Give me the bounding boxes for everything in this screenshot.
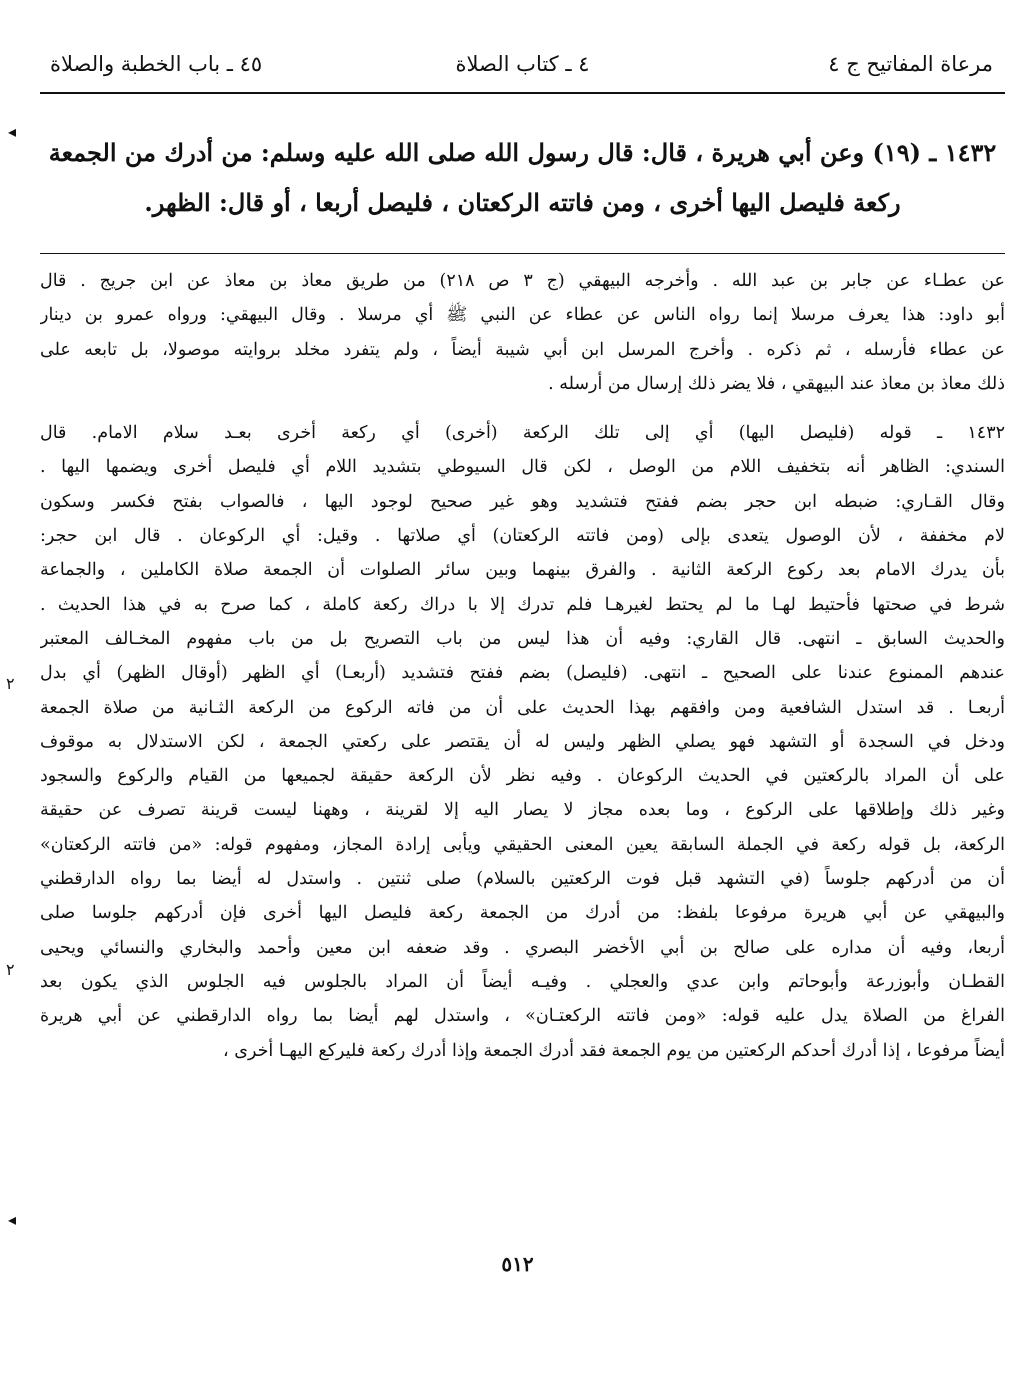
commentary-line: على أن المراد بالركعتين في الحديث الركوعان . وفيه نظر لأن الركعة حقيقة لجميعها من القيام والركوع والسجود: [40, 766, 1005, 787]
commentary-line: ١٤٣٢ ـ قوله (فليصل اليها) أي إلى تلك الركعة (أخرى) أي ركعة أخرى بعـد سلام الامام. قال: [40, 423, 1005, 444]
header-rule: [40, 92, 1005, 94]
header-chapter-title: ٤ ـ كتاب الصلاة: [455, 52, 590, 76]
commentary-line: السندي: الظاهر أنه بتخفيف اللام من الوصل ، لكن قال السيوطي بتشديد اللام أي فليصل أخرى ويضمها اليها .: [40, 457, 1005, 478]
commentary-line: أربعا، وفيه أن مداره على صالح بن أبي الأخضر البصري . وقد ضعفه ابن معين وأحمد والبخاري والنسائي ويحيى: [40, 937, 1005, 958]
hadith-line: ١٤٣٢ ـ (١٩) وعن أبي هريرة ، قال: قال رسول الله صلى الله عليه وسلم: من أدرك من الجمعة: [48, 138, 997, 167]
hadith-text: [40, 128, 1005, 228]
commentary-line: شرط في صحتها فأحتيط لهـا ما لم يحتط لغيرهـا فلم تدرك إلا با دراك ركعة كاملة ، كما صرح به في هذا الحديث .: [40, 594, 1005, 615]
hadith-divider: [40, 253, 1005, 254]
commentary-line: عن عطـاء عن جابر بن عبد الله . وأخرجه البيهقي (ج ٣ ص ٢١٨) من طريق معاذ بن معاذ عن ابن جريج . قال: [40, 271, 1005, 291]
page-number: ٥١٢: [501, 1252, 534, 1276]
commentary-line: ذلك معاذ بن معاذ عند البيهقي ، فلا يضر ذلك إرسال من أرسله .: [548, 373, 1005, 394]
commentary-line: وقال القـاري: ضبطه ابن حجر بضم ففتح فتشديد وهو غير صحيح لوجود اليها ، فالصواب بفتح فكسر وسكون: [40, 491, 1005, 512]
commentary-line: بأن يدرك الامام بعد ركوع الركعة الثانية . والفرق بينهما وبين سائر الصلوات أن الجمعة صلاة الكاملين ، والجماعة: [40, 560, 1005, 581]
commentary-text: [40, 264, 1005, 1068]
commentary-line: عندهم الممنوع عندنا على الصحيح ـ انتهى. (فليصل) بضم ففتح فتشديد (أربعـا) أي الظهر (أوقال الظهر) أي بدل: [40, 663, 1005, 684]
commentary-line: ودخل في السجدة أو التشهد فهو يصلي الظهر وليس له أن يقتصر على ركعتي الجمعة ، لكن الاستدلال به موقوف: [40, 731, 1005, 752]
margin-mark: ٢: [6, 674, 15, 693]
commentary-line: أربعـا . قد استدل الشافعية ومن وافقهم بهذا الحديث على أن من فاته الركوع من الركعة الثـانية من صلاة الجمعة: [40, 697, 1005, 718]
commentary-line: والحديث السابق ـ انتهى. قال القاري: وفيه أن هذا ليس من باب التصريح بل من باب مفهوم المخـالف المعتبر: [40, 628, 1005, 649]
margin-arrow-icon: ◂: [8, 122, 17, 141]
paragraph-gap: [40, 401, 1005, 416]
margin-arrow-icon: ◂: [8, 1210, 17, 1229]
commentary-line: أبو داود: هذا يعرف مرسلا إنما رواه الناس عن عطاء عن النبي ﷺ أي مرسلا . وقال البيهقي: ورواه عمرو بن دينار: [40, 305, 1005, 326]
hadith-line: ركعة فليصل اليها أخرى ، ومن فاتته الركعتان ، فليصل أربعا ، أو قال: الظهر.: [144, 188, 901, 217]
commentary-line: الركعة، بل قوله ركعة في الجملة السابقة يعين المعنى الحقيقي ويأبى إرادة المجاز، ومفهوم قوله: «من فاتته الركعتان»: [40, 834, 1005, 855]
commentary-line: لام مخففة ، لأن الوصول يتعدى بإلى (ومن فاتته الركعتان) أي صلاتها . وقيل: أي الركوعان . قال ابن حجر:: [40, 526, 1005, 547]
commentary-line: الفراغ من الصلاة يدل عليه قوله: «ومن فاتته الركعتـان» ، واستدل لهم أيضا بما رواه الدارقطني عن أبي هريرة: [40, 1006, 1005, 1027]
commentary-line: والبيهقي عن أبي هريرة مرفوعا بلفظ: من أدرك من الجمعة ركعة فليصل اليها أخرى فإن أدركهم جلوسا صلى: [40, 903, 1005, 924]
header-book-title: مرعاة المفاتيح ج ٤: [828, 52, 993, 76]
commentary-line: وغير ذلك وإطلاقها على الركوع ، وما بعده مجاز لا يصار اليه إلا لقرينة ، وههنا ليست قرينة تصرف عن حقيقة: [40, 800, 1005, 821]
commentary-line: أن من أدركهم جلوساً (في التشهد قبل فوت الركعتين بالسلام) صلى ثنتين . واستدل له أيضا بما رواه الدارقطني: [40, 869, 1005, 890]
commentary-line: عن عطاء فأرسله ، ثم ذكره . وأخرج المرسل ابن أبي شيبة أيضاً ، ولم يتفرد مخلد بروايته موصولا، بل تابعه على: [40, 339, 1005, 360]
running-header: [40, 46, 1005, 92]
margin-mark: ٢: [6, 960, 15, 979]
commentary-line: أيضاً مرفوعا ، إذا أدرك أحدكم الركعتين من يوم الجمعة فقد أدرك الجمعة وإذا أدرك ركعة فليركع اليهـا أخرى ،: [223, 1040, 1005, 1061]
commentary-line: القطـان وأبوزرعة وأبوحاتم وابن عدي والعجلي . وفيـه أيضاً أن المراد بالجلوس فيه الجلوس الذي يكون بعد: [40, 971, 1005, 992]
header-section-title: ٤٥ ـ باب الخطبة والصلاة: [50, 52, 263, 76]
